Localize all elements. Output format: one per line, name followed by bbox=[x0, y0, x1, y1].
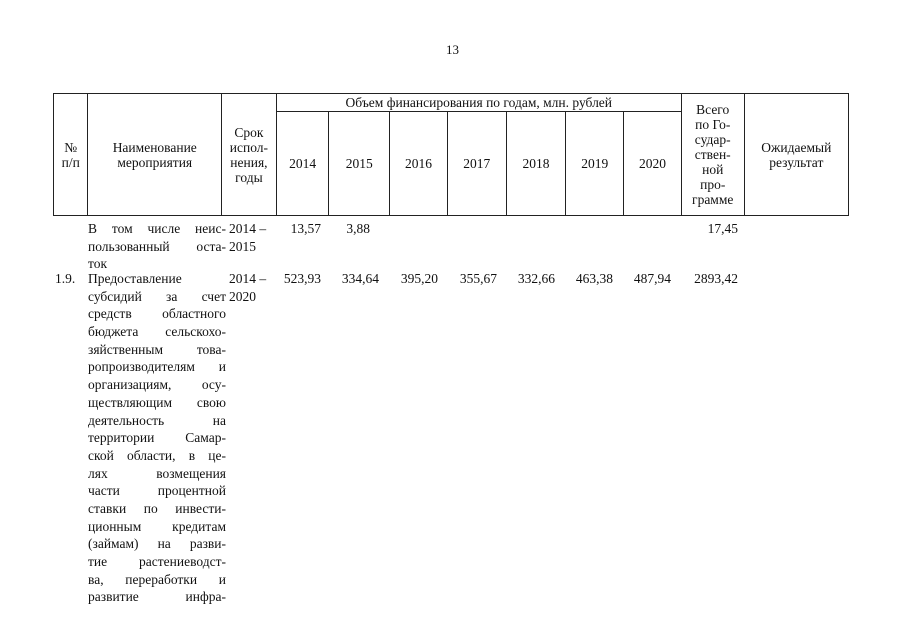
header-financing: Объем финансирования по годам, млн. рублей bbox=[276, 94, 681, 112]
header-term: Срок испол- нения, годы bbox=[222, 94, 277, 216]
header-total: Всего по Го- судар- ствен- ной про- грамме bbox=[681, 94, 744, 216]
header-year: 2020 bbox=[624, 112, 682, 216]
row-term: 2014 – 2015 bbox=[229, 221, 267, 254]
row-value-2014: 13,57 bbox=[290, 221, 321, 236]
row-name: Предоставление субсидий за счет средств областного бюджета сельскохо- зяйственным това- ропроизводителям и организациям, осу- ществляющим свою деятельность на территории Самар- ской области, в це- лях возмещения части процентной ставки по инвести- ционным кредитам (займам) на разви- тие растениеводст- ва, переработки и развитие инфра- bbox=[88, 271, 226, 605]
row-total: 2893,42 bbox=[694, 271, 738, 286]
row-value-2019: 463,38 bbox=[575, 271, 613, 286]
row-value-2018: 332,66 bbox=[517, 271, 555, 286]
row-value-2020: 487,94 bbox=[633, 271, 671, 286]
row-name: В том числе неис- пользованный оста- ток bbox=[88, 221, 226, 272]
header-number: № п/п bbox=[54, 94, 88, 216]
row-index: 1.9. bbox=[55, 271, 76, 286]
header-year: 2014 bbox=[276, 112, 329, 216]
header-year: 2017 bbox=[447, 112, 506, 216]
row-term: 2014 – 2020 bbox=[229, 271, 267, 304]
header-result: Ожидаемый результат bbox=[744, 94, 848, 216]
header-year: 2019 bbox=[566, 112, 624, 216]
row-value-2016: 395,20 bbox=[400, 271, 438, 286]
header-year: 2015 bbox=[329, 112, 390, 216]
row-value-2014: 523,93 bbox=[283, 271, 321, 286]
row-value-2015: 334,64 bbox=[341, 271, 379, 286]
row-value-2015: 3,88 bbox=[346, 221, 370, 236]
header-year: 2018 bbox=[506, 112, 566, 216]
header-name: Наименование мероприятия bbox=[88, 94, 222, 216]
page-number: 13 bbox=[446, 42, 459, 57]
row-value-2017: 355,67 bbox=[459, 271, 497, 286]
table-header bbox=[53, 93, 849, 216]
row-total: 17,45 bbox=[707, 221, 738, 236]
header-year: 2016 bbox=[390, 112, 448, 216]
